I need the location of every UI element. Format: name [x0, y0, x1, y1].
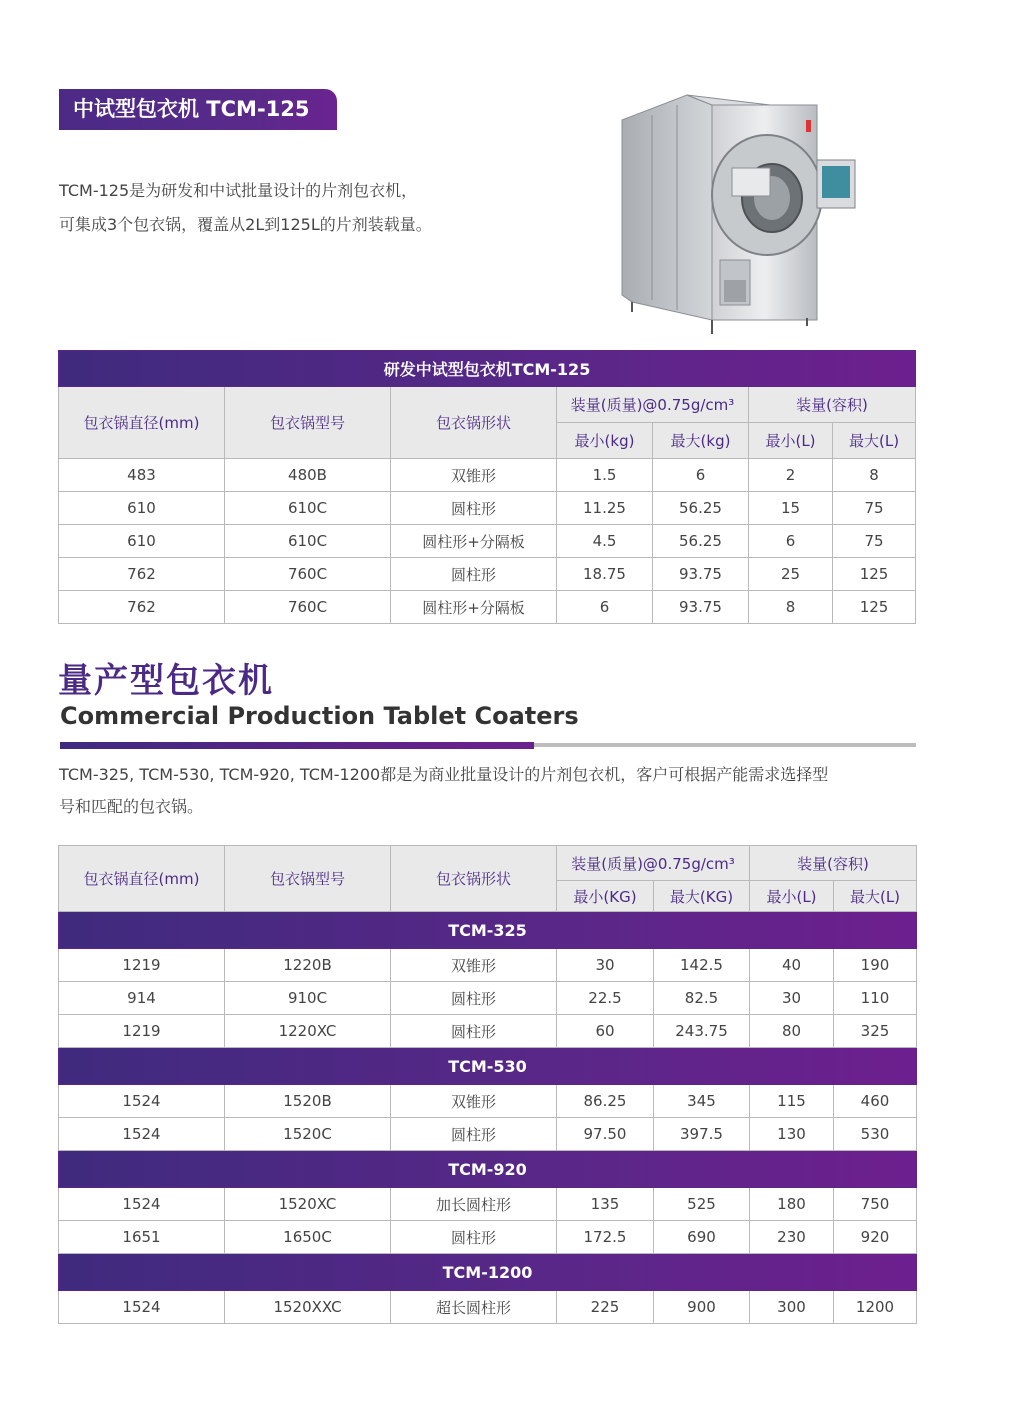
table-cell: 760C [225, 558, 391, 591]
table-cell: 1520XXC [225, 1291, 391, 1324]
header-mass: 装量(质量)@0.75g/cm³ [557, 387, 749, 423]
desc-line-1: TCM-325, TCM-530, TCM-920, TCM-1200都是为商业批量设计的片剂包衣机，客户可根据产能需求选择型 [59, 765, 829, 784]
table-cell: 1219 [59, 1015, 225, 1048]
table-cell: 圆柱形 [391, 982, 557, 1015]
table-cell: 483 [59, 459, 225, 492]
table-cell: 760C [225, 591, 391, 624]
model-group-name: TCM-530 [59, 1048, 917, 1085]
table-row [59, 949, 917, 982]
table-cell: 11.25 [557, 492, 653, 525]
table-cell: 82.5 [654, 982, 750, 1015]
table-cell: 610C [225, 525, 391, 558]
table-row [59, 591, 916, 624]
table-row [59, 982, 917, 1015]
table-row [59, 1221, 917, 1254]
table-cell: 125 [833, 558, 916, 591]
table-row [59, 558, 916, 591]
table-cell: 230 [750, 1221, 834, 1254]
table-cell: 40 [750, 949, 834, 982]
table-cell: 6 [749, 525, 833, 558]
table-cell: 圆柱形 [391, 1118, 557, 1151]
table-cell: 180 [750, 1188, 834, 1221]
table-cell: 30 [557, 949, 654, 982]
table-cell: 1524 [59, 1188, 225, 1221]
table-cell: 1524 [59, 1118, 225, 1151]
table-row [59, 1188, 917, 1221]
table-cell: 15 [749, 492, 833, 525]
table-cell: 345 [654, 1085, 750, 1118]
table1-title: 研发中试型包衣机TCM-125 [59, 351, 916, 387]
table-row [59, 1291, 917, 1324]
model-group-header [59, 1048, 917, 1085]
table-cell: 6 [653, 459, 749, 492]
table-cell: 6 [557, 591, 653, 624]
header-max-kg: 最大(kg) [653, 423, 749, 459]
table-cell: 530 [834, 1118, 917, 1151]
table-cell: 610 [59, 525, 225, 558]
table-cell: 56.25 [653, 492, 749, 525]
table-cell: 56.25 [653, 525, 749, 558]
intro-line-1: TCM-125是为研发和中试批量设计的片剂包衣机， [59, 181, 418, 200]
table-cell: 125 [833, 591, 916, 624]
table-cell: 93.75 [653, 558, 749, 591]
table-cell: 900 [654, 1291, 750, 1324]
table-cell: 双锥形 [391, 949, 557, 982]
table-cell: 93.75 [653, 591, 749, 624]
header-min-kg: 最小(kg) [557, 423, 653, 459]
header-min-l: 最小(L) [749, 423, 833, 459]
table-cell: 1520XC [225, 1188, 391, 1221]
header-max-l: 最大(L) [833, 423, 916, 459]
table-cell: 60 [557, 1015, 654, 1048]
header-min-kg: 最小(KG) [557, 881, 654, 912]
table-cell: 86.25 [557, 1085, 654, 1118]
table-cell: 30 [750, 982, 834, 1015]
table-cell: 圆柱形 [391, 492, 557, 525]
desc-line-2: 号和匹配的包衣锅。 [59, 797, 204, 816]
table-cell: 1651 [59, 1221, 225, 1254]
table-cell: 加长圆柱形 [391, 1188, 557, 1221]
header-max-kg: 最大(KG) [654, 881, 750, 912]
table-cell: 397.5 [654, 1118, 750, 1151]
table-cell: 1219 [59, 949, 225, 982]
header-mass: 装量(质量)@0.75g/cm³ [557, 846, 750, 881]
table-cell: 8 [833, 459, 916, 492]
table-cell: 910C [225, 982, 391, 1015]
section-title-en: Commercial Production Tablet Coaters [60, 702, 579, 730]
header-min-l: 最小(L) [750, 881, 834, 912]
table-row [59, 492, 916, 525]
table-cell: 300 [750, 1291, 834, 1324]
table-cell: 172.5 [557, 1221, 654, 1254]
model-group-name: TCM-325 [59, 912, 917, 949]
table-cell: 1220B [225, 949, 391, 982]
table-cell: 圆柱形 [391, 1221, 557, 1254]
product-tag-title: 中试型包衣机 TCM-125 [59, 89, 337, 130]
table-cell: 610 [59, 492, 225, 525]
model-group-header [59, 1151, 917, 1188]
model-group-header [59, 912, 917, 949]
header-model: 包衣锅型号 [225, 387, 391, 459]
table-cell: 1524 [59, 1085, 225, 1118]
commercial-spec-table [58, 845, 917, 1324]
table-cell: 2 [749, 459, 833, 492]
table-row [59, 1015, 917, 1048]
table-cell: 22.5 [557, 982, 654, 1015]
table-cell: 110 [834, 982, 917, 1015]
table-cell: 480B [225, 459, 391, 492]
table-cell: 4.5 [557, 525, 653, 558]
header-max-l: 最大(L) [834, 881, 917, 912]
tablet-coater-machine-image [612, 90, 862, 342]
table-row [59, 459, 916, 492]
table-cell: 1524 [59, 1291, 225, 1324]
intro-text [59, 174, 432, 242]
tcm125-spec-table [58, 350, 916, 624]
table-cell: 750 [834, 1188, 917, 1221]
table-cell: 圆柱形+分隔板 [391, 591, 557, 624]
table-cell: 超长圆柱形 [391, 1291, 557, 1324]
section-divider-accent [60, 742, 534, 749]
table-cell: 690 [654, 1221, 750, 1254]
table-cell: 1.5 [557, 459, 653, 492]
header-diameter: 包衣锅直径(mm) [59, 846, 225, 912]
table-cell: 1650C [225, 1221, 391, 1254]
table-cell: 190 [834, 949, 917, 982]
table-cell: 225 [557, 1291, 654, 1324]
table-cell: 525 [654, 1188, 750, 1221]
model-group-name: TCM-1200 [59, 1254, 917, 1291]
table-cell: 914 [59, 982, 225, 1015]
table-cell: 1200 [834, 1291, 917, 1324]
table-cell: 325 [834, 1015, 917, 1048]
table-cell: 460 [834, 1085, 917, 1118]
header-shape: 包衣锅形状 [391, 846, 557, 912]
table-row [59, 1118, 917, 1151]
header-volume: 装量(容积) [750, 846, 917, 881]
table-cell: 18.75 [557, 558, 653, 591]
table-cell: 双锥形 [391, 1085, 557, 1118]
table-cell: 圆柱形 [391, 558, 557, 591]
table-cell: 142.5 [654, 949, 750, 982]
header-volume: 装量(容积) [749, 387, 916, 423]
table-cell: 920 [834, 1221, 917, 1254]
table-cell: 80 [750, 1015, 834, 1048]
table-cell: 25 [749, 558, 833, 591]
table-row [59, 1085, 917, 1118]
table-cell: 圆柱形 [391, 1015, 557, 1048]
table-cell: 1520C [225, 1118, 391, 1151]
table-cell: 130 [750, 1118, 834, 1151]
table-cell: 135 [557, 1188, 654, 1221]
header-shape: 包衣锅形状 [391, 387, 557, 459]
table-cell: 762 [59, 558, 225, 591]
header-diameter: 包衣锅直径(mm) [59, 387, 225, 459]
table-cell: 圆柱形+分隔板 [391, 525, 557, 558]
table-cell: 115 [750, 1085, 834, 1118]
table-cell: 75 [833, 492, 916, 525]
table-cell: 243.75 [654, 1015, 750, 1048]
table-cell: 610C [225, 492, 391, 525]
table-cell: 双锥形 [391, 459, 557, 492]
model-group-name: TCM-920 [59, 1151, 917, 1188]
section-title-cn: 量产型包衣机 [58, 661, 274, 701]
intro-line-2: 可集成3个包衣锅，覆盖从2L到125L的片剂装载量。 [59, 215, 432, 234]
section-description [59, 759, 917, 823]
table-cell: 1520B [225, 1085, 391, 1118]
table-cell: 75 [833, 525, 916, 558]
table-cell: 97.50 [557, 1118, 654, 1151]
table-row [59, 525, 916, 558]
table-cell: 762 [59, 591, 225, 624]
table-cell: 8 [749, 591, 833, 624]
model-group-header [59, 1254, 917, 1291]
table-cell: 1220XC [225, 1015, 391, 1048]
header-model: 包衣锅型号 [225, 846, 391, 912]
